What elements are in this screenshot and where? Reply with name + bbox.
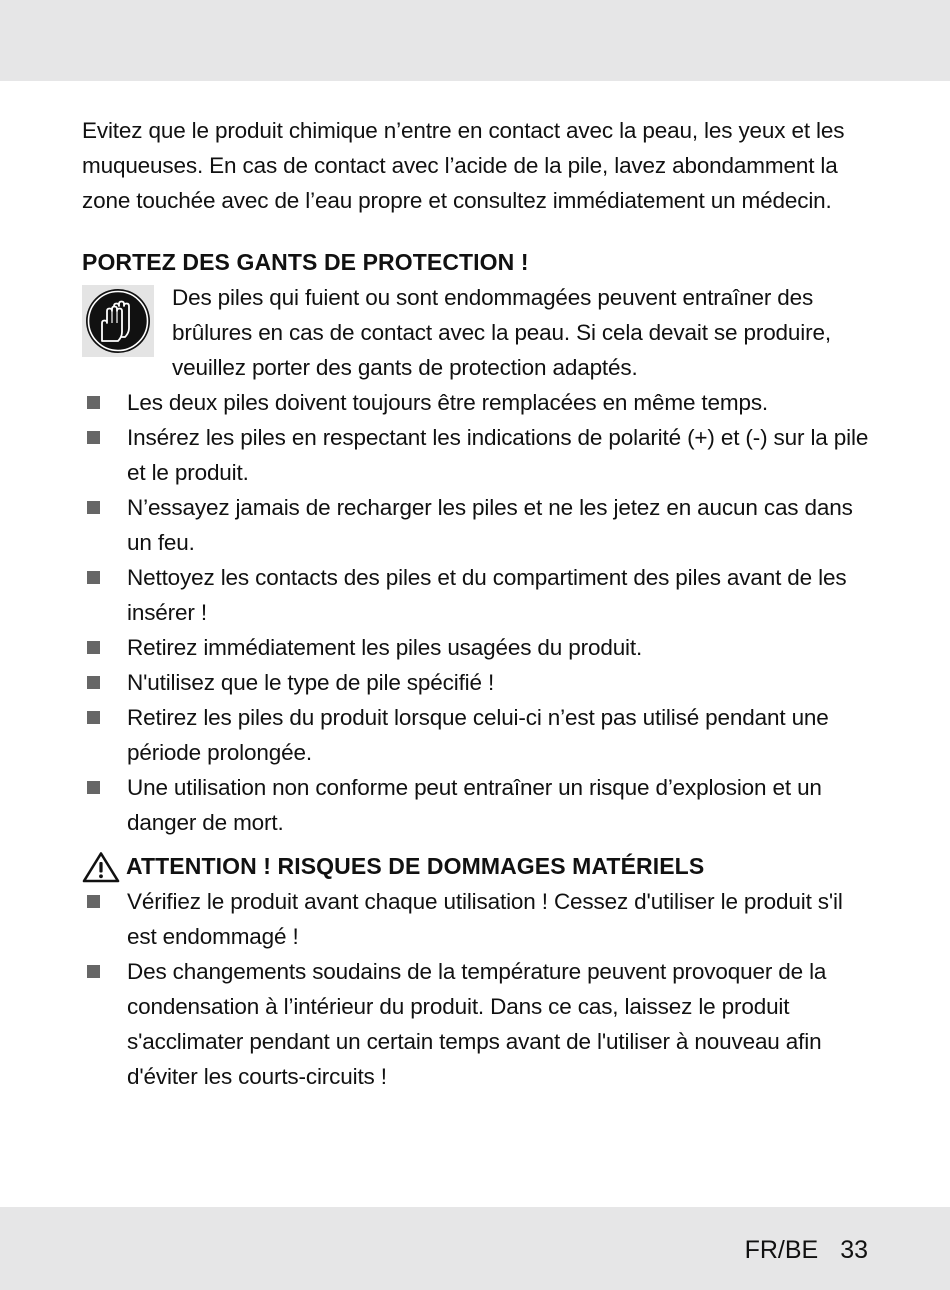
gloves-text: Des piles qui fuient ou sont endommagées peuvent entraîner des brûlures en cas de contact avec la peau. Si cela devait se produire, veuillez porter des gants de protection adaptés. xyxy=(172,285,831,380)
intro-paragraph: Evitez que le produit chimique n’entre en contact avec la peau, les yeux et les muqueuses. En cas de contact avec l’acide de la pile, lavez abondamment la zone touchée avec de l’eau propre et consultez immédiatement un médecin. xyxy=(82,118,845,213)
gloves-block xyxy=(82,280,872,385)
list-item xyxy=(82,665,872,700)
list-item-text: Des changements soudains de la température peuvent provoquer de la condensation à l’intérieur du produit. Dans ce cas, laissez le produit s'acclimater pendant un certain temps avant de l'utiliser à nouveau afin d'éviter les courts-circuits ! xyxy=(127,959,827,1089)
square-bullet-icon xyxy=(87,676,100,689)
list-item-text: Une utilisation non conforme peut entraîner un risque d’explosion et un danger de mort. xyxy=(127,775,822,835)
square-bullet-icon xyxy=(87,641,100,654)
list-item xyxy=(82,560,872,630)
square-bullet-icon xyxy=(87,965,100,978)
list-item xyxy=(82,954,872,1094)
list-item-text: Retirez les piles du produit lorsque celui-ci n’est pas utilisé pendant une période prolongée. xyxy=(127,705,829,765)
list-item xyxy=(82,630,872,665)
header-band xyxy=(0,0,950,81)
battery-bullet-list xyxy=(82,385,872,840)
gloves-heading: PORTEZ DES GANTS DE PROTECTION ! xyxy=(82,249,529,275)
list-item-text: Insérez les piles en respectant les indications de polarité (+) et (-) sur la pile et le produit. xyxy=(127,425,869,485)
list-item-text: N’essayez jamais de recharger les piles et ne les jetez en aucun cas dans un feu. xyxy=(127,495,853,555)
list-item xyxy=(82,490,872,560)
square-bullet-icon xyxy=(87,711,100,724)
damage-heading xyxy=(82,849,872,884)
list-item xyxy=(82,770,872,840)
list-item xyxy=(82,700,872,770)
page-content xyxy=(82,113,872,1094)
list-item xyxy=(82,884,872,954)
list-item xyxy=(82,420,872,490)
page-number: 33 xyxy=(840,1236,868,1264)
square-bullet-icon xyxy=(87,571,100,584)
damage-heading-text: ATTENTION ! RISQUES DE DOMMAGES MATÉRIELS xyxy=(126,853,705,879)
page-footer xyxy=(745,1233,868,1267)
square-bullet-icon xyxy=(87,895,100,908)
list-item-text: Les deux piles doivent toujours être remplacées en même temps. xyxy=(127,390,769,415)
list-item xyxy=(82,385,872,420)
gloves-icon xyxy=(82,285,154,357)
list-item-text: N'utilisez que le type de pile spécifié ! xyxy=(127,670,495,695)
square-bullet-icon xyxy=(87,501,100,514)
damage-bullet-list xyxy=(82,884,872,1094)
square-bullet-icon xyxy=(87,396,100,409)
list-item-text: Retirez immédiatement les piles usagées du produit. xyxy=(127,635,643,660)
square-bullet-icon xyxy=(87,431,100,444)
square-bullet-icon xyxy=(87,781,100,794)
list-item-text: Nettoyez les contacts des piles et du compartiment des piles avant de les insérer ! xyxy=(127,565,847,625)
footer-language: FR/BE xyxy=(744,1236,819,1264)
warning-triangle-icon xyxy=(82,851,120,883)
list-item-text: Vérifiez le produit avant chaque utilisation ! Cessez d'utiliser le produit s'il est endommagé ! xyxy=(127,889,843,949)
